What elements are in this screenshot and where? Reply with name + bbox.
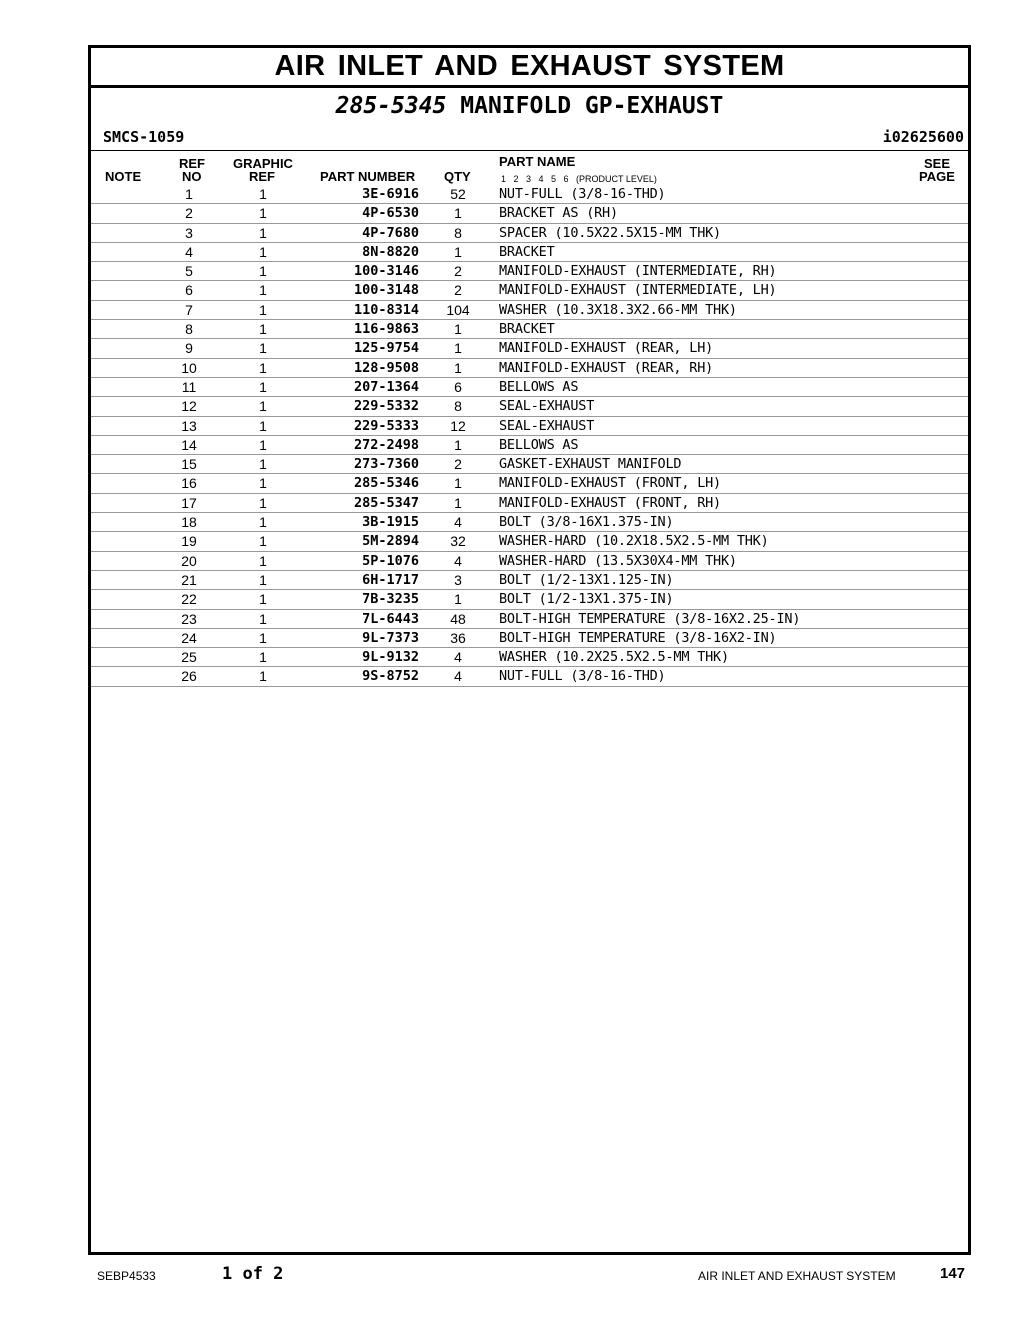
table-row: [91, 397, 968, 416]
quantity: 1: [454, 475, 462, 492]
table-row: [91, 359, 968, 378]
ref-no: 1: [185, 186, 193, 202]
quantity: 2: [454, 456, 462, 473]
ref-no: 19: [181, 533, 197, 550]
table-row: [91, 629, 968, 648]
table-row: [91, 262, 968, 281]
header-note: NOTE: [105, 169, 142, 184]
ref-no: 11: [181, 378, 197, 395]
table-row: [91, 667, 968, 686]
part-name: BOLT-HIGH TEMPERATURE (3/8-16X2.25-IN): [499, 610, 801, 627]
ref-no: 4: [185, 243, 193, 260]
quantity: 2: [454, 282, 462, 299]
graphic-ref: 1: [259, 263, 267, 280]
ref-no: 24: [181, 629, 197, 646]
graphic-ref: 1: [259, 514, 267, 531]
header-graphic-top: GRAPHIC: [233, 156, 293, 171]
quantity: 52: [450, 186, 466, 202]
quantity: 32: [450, 533, 466, 550]
ref-no: 15: [181, 456, 197, 473]
table-row: [91, 474, 968, 493]
part-name: SEAL-EXHAUST: [499, 398, 595, 415]
ref-no: 16: [181, 475, 197, 492]
part-number: 5M-2894: [362, 533, 419, 550]
table-row: [91, 513, 968, 532]
page-footer: [0, 1264, 1020, 1288]
part-name: BOLT (1/2-13X1.125-IN): [499, 571, 674, 588]
quantity: 1: [454, 340, 462, 357]
quantity: 1: [454, 359, 462, 376]
graphic-ref: 1: [259, 321, 267, 338]
part-name: WASHER (10.2X25.5X2.5-MM THK): [499, 649, 729, 666]
table-row: [91, 224, 968, 243]
quantity: 8: [454, 398, 462, 415]
quantity: 1: [454, 243, 462, 260]
part-number: 9L-7373: [362, 629, 419, 646]
ref-no: 26: [181, 668, 197, 685]
part-number: 128-9508: [353, 359, 419, 376]
graphic-ref: 1: [259, 610, 267, 627]
header-graphic-bottom: REF: [249, 169, 275, 184]
part-name: BELLOWS AS: [499, 378, 579, 395]
ref-no: 17: [181, 494, 197, 511]
part-name: BRACKET: [499, 321, 555, 338]
table-row: [91, 204, 968, 223]
part-name: BRACKET: [499, 243, 555, 260]
ref-no: 14: [181, 436, 197, 453]
part-name: BOLT (3/8-16X1.375-IN): [499, 514, 674, 531]
part-name: NUT-FULL (3/8-16-THD): [499, 186, 666, 202]
quantity: 4: [454, 514, 462, 531]
graphic-ref: 1: [259, 417, 267, 434]
table-row: [91, 185, 968, 204]
part-number: 100-3146: [353, 263, 419, 280]
table-row: [91, 590, 968, 609]
ref-no: 25: [181, 649, 197, 666]
ref-no: 3: [185, 224, 193, 241]
table-row: [91, 648, 968, 667]
table-row: [91, 571, 968, 590]
part-number: 100-3148: [353, 282, 419, 299]
part-name: MANIFOLD-EXHAUST (REAR, LH): [499, 340, 714, 357]
graphic-ref: 1: [259, 282, 267, 299]
quantity: 3: [454, 571, 462, 588]
part-name: MANIFOLD-EXHAUST (REAR, RH): [499, 359, 714, 376]
quantity: 12: [450, 417, 466, 434]
part-number: 9L-9132: [362, 649, 419, 666]
graphic-ref: 1: [259, 533, 267, 550]
quantity: 1: [454, 205, 462, 222]
graphic-ref: 1: [259, 243, 267, 260]
header-see-bottom: PAGE: [919, 169, 955, 184]
part-name: NUT-FULL (3/8-16-THD): [499, 668, 666, 685]
ref-no: 7: [185, 301, 193, 318]
section-title: AIR INLET AND EXHAUST SYSTEM: [91, 48, 968, 88]
part-number: 3B-1915: [362, 514, 419, 531]
quantity: 48: [450, 610, 466, 627]
ref-no: 9: [185, 340, 193, 357]
table-row: [91, 320, 968, 339]
part-number: 110-8314: [353, 301, 419, 318]
graphic-ref: 1: [259, 378, 267, 395]
graphic-ref: 1: [259, 398, 267, 415]
graphic-ref: 1: [259, 186, 267, 202]
part-name: WASHER-HARD (10.2X18.5X2.5-MM THK): [499, 533, 769, 550]
part-number: 229-5333: [353, 417, 419, 434]
table-row: [91, 532, 968, 551]
part-name: BRACKET AS (RH): [499, 205, 618, 222]
part-number: 273-7360: [353, 456, 419, 473]
group-number: 285-5345: [335, 93, 447, 119]
part-name: MANIFOLD-EXHAUST (INTERMEDIATE, LH): [499, 282, 777, 299]
group-name: MANIFOLD GP-EXHAUST: [460, 93, 724, 119]
parts-table: [91, 185, 968, 687]
quantity: 8: [454, 224, 462, 241]
graphic-ref: 1: [259, 494, 267, 511]
part-number: 6H-1717: [362, 571, 419, 588]
part-number: 8N-8820: [362, 243, 419, 260]
part-name: BELLOWS AS: [499, 436, 579, 453]
graphic-ref: 1: [259, 301, 267, 318]
page-of: 1 of 2: [222, 1264, 284, 1284]
part-number: 207-1364: [353, 378, 419, 395]
part-name: BOLT-HIGH TEMPERATURE (3/8-16X2-IN): [499, 629, 777, 646]
group-title: [91, 93, 968, 119]
ref-no: 2: [185, 205, 193, 222]
part-name: SPACER (10.5X22.5X15-MM THK): [499, 224, 721, 241]
part-name: MANIFOLD-EXHAUST (INTERMEDIATE, RH): [499, 263, 777, 280]
part-name: BOLT (1/2-13X1.375-IN): [499, 591, 674, 608]
table-row: [91, 378, 968, 397]
ref-no: 10: [181, 359, 197, 376]
table-row: [91, 301, 968, 320]
header-part-name: PART NAME: [499, 154, 576, 169]
part-name: MANIFOLD-EXHAUST (FRONT, RH): [499, 494, 721, 511]
ref-no: 18: [181, 514, 197, 531]
graphic-ref: 1: [259, 591, 267, 608]
quantity: 4: [454, 668, 462, 685]
quantity: 1: [454, 436, 462, 453]
graphic-ref: 1: [259, 340, 267, 357]
header-part-number: PART NUMBER: [320, 169, 416, 184]
table-row: [91, 455, 968, 474]
table-row: [91, 552, 968, 571]
table-row: [91, 494, 968, 513]
doc-number: SEBP4533: [97, 1269, 156, 1283]
table-row: [91, 339, 968, 358]
quantity: 104: [446, 301, 470, 318]
ref-no: 5: [185, 263, 193, 280]
ref-no: 8: [185, 321, 193, 338]
table-row: [91, 417, 968, 436]
part-number: 3E-6916: [362, 186, 419, 202]
header-ref-bottom: NO: [182, 169, 202, 184]
table-row: [91, 610, 968, 629]
page-number: 147: [940, 1265, 966, 1282]
ref-no: 6: [185, 282, 193, 299]
graphic-ref: 1: [259, 629, 267, 646]
part-number: 7L-6443: [362, 610, 419, 627]
part-name: MANIFOLD-EXHAUST (FRONT, LH): [499, 475, 721, 492]
part-name: SEAL-EXHAUST: [499, 417, 595, 434]
ref-no: 21: [181, 571, 197, 588]
smcs-code: SMCS-1059: [103, 128, 185, 146]
quantity: 2: [454, 263, 462, 280]
graphic-ref: 1: [259, 475, 267, 492]
graphic-ref: 1: [259, 359, 267, 376]
header-qty: QTY: [444, 169, 471, 184]
part-number: 116-9863: [353, 321, 419, 338]
part-number: 285-5346: [353, 475, 419, 492]
part-number: 4P-7680: [362, 224, 419, 241]
graphic-ref: 1: [259, 649, 267, 666]
header-see-top: SEE: [924, 156, 951, 171]
part-number: 272-2498: [353, 436, 419, 453]
table-row: [91, 281, 968, 300]
illustration-id: i02625600: [882, 128, 964, 146]
part-name: WASHER-HARD (13.5X30X4-MM THK): [499, 552, 737, 569]
quantity: 1: [454, 591, 462, 608]
part-name: WASHER (10.3X18.3X2.66-MM THK): [499, 301, 737, 318]
table-row: [91, 243, 968, 262]
quantity: 4: [454, 552, 462, 569]
graphic-ref: 1: [259, 205, 267, 222]
graphic-ref: 1: [259, 668, 267, 685]
header-divider: [91, 150, 968, 151]
part-number: 4P-6530: [362, 205, 419, 222]
graphic-ref: 1: [259, 552, 267, 569]
part-name: GASKET-EXHAUST MANIFOLD: [499, 456, 682, 473]
part-number: 285-5347: [353, 494, 419, 511]
footer-section: AIR INLET AND EXHAUST SYSTEM: [698, 1269, 896, 1283]
quantity: 1: [454, 494, 462, 511]
header-product-levels: 1 2 3 4 5 6 (PRODUCT LEVEL): [501, 174, 657, 184]
table-row: [91, 436, 968, 455]
graphic-ref: 1: [259, 456, 267, 473]
ref-no: 12: [181, 398, 197, 415]
part-number: 229-5332: [353, 398, 419, 415]
quantity: 1: [454, 321, 462, 338]
parts-page-frame: [88, 45, 971, 1255]
quantity: 6: [454, 378, 462, 395]
part-number: 125-9754: [353, 340, 419, 357]
part-number: 9S-8752: [362, 668, 419, 685]
graphic-ref: 1: [259, 224, 267, 241]
ref-no: 23: [181, 610, 197, 627]
header-ref-top: REF: [179, 156, 205, 171]
part-number: 5P-1076: [362, 552, 419, 569]
part-number: 7B-3235: [362, 591, 419, 608]
graphic-ref: 1: [259, 571, 267, 588]
ref-no: 20: [181, 552, 197, 569]
quantity: 4: [454, 649, 462, 666]
graphic-ref: 1: [259, 436, 267, 453]
ref-no: 22: [181, 591, 197, 608]
quantity: 36: [450, 629, 466, 646]
ref-no: 13: [181, 417, 197, 434]
